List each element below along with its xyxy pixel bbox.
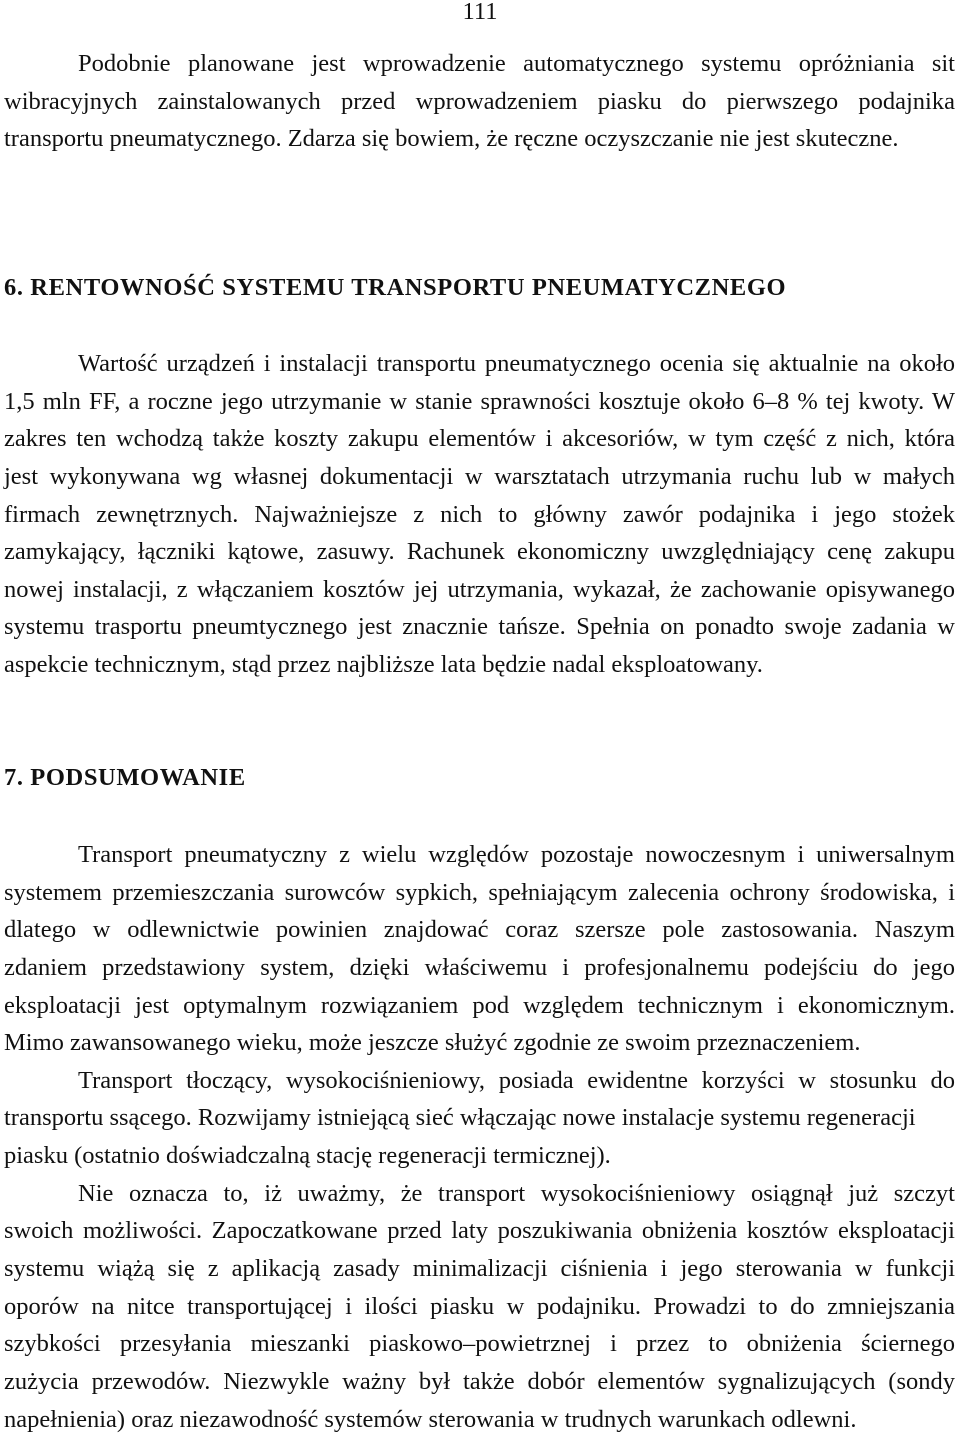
paragraph-line: nowej instalacji, z włączaniem kosztów jej utrzymania, wykazał, że zachowanie opisywanego [4,575,955,603]
paragraph-line: systemem przemieszczania surowców sypkich, spełniającym zalecenia ochrony środowiska, i [4,878,955,906]
paragraph-line: napełnienia) oraz niezawodność systemów sterowania w trudnych warunkach odlewni. [4,1405,857,1433]
paragraph-line: jest wykonywana wg własnej dokumentacji w warsztatach utrzymania ruchu lub w małych [4,462,955,490]
paragraph-line: transportu pneumatycznego. Zdarza się bowiem, że ręczne oczyszczanie nie jest skuteczne. [4,125,899,153]
paragraph-line: firmach zewnętrznych. Najważniejsze z nich to główny zawór podajnika i jego stożek [4,500,955,528]
paragraph-line: Wartość urządzeń i instalacji transportu pneumatycznego ocenia się aktualnie na około [78,349,955,377]
paragraph-line: transportu ssącego. Rozwijamy istniejącą sieć włączając nowe instalacje systemu regeneracji [4,1104,916,1132]
section-heading: 6. RENTOWNOŚĆ SYSTEMU TRANSPORTU PNEUMATYCZNEGO [4,273,787,301]
paragraph-line: 1,5 mln FF, a roczne jego utrzymanie w stanie sprawności kosztuje około 6–8 % tej kwoty. W [4,387,955,415]
page-number: 111 [462,0,498,25]
paragraph [4,41,955,154]
paragraph-line: zużycia przewodów. Niezwykle ważny był także dobór elementów sygnalizujących (sondy [4,1367,955,1395]
paragraph-line: Transport pneumatyczny z wielu względów pozostaje nowoczesnym i uniwersalnym [78,840,955,868]
paragraph-line: wibracyjnych zainstalowanych przed wprowadzeniem piasku do pierwszego podajnika [4,87,955,115]
paragraph-line: Podobnie planowane jest wprowadzenie automatycznego systemu opróżniania sit [78,49,955,77]
paragraph-line: Transport tłoczący, wysokociśnieniowy, posiada ewidentne korzyści w stosunku do [78,1066,955,1094]
paragraph-line: swoich możliwości. Zapoczatkowane przed laty poszukiwania obniżenia kosztów eksploatacji [4,1217,955,1245]
section-7-heading-block [4,755,955,793]
paragraph-line: zakres ten wchodzą także koszty zakupu elementów i akcesoriów, w tym część z nich, która [4,425,955,453]
paragraph-line: Mimo zawansowanego wieku, może jeszcze służyć zgodnie ze swoim przeznaczeniem. [4,1029,861,1057]
paragraph-line: szybkości przesyłania mieszanki piaskowo–powietrznej i przez to obniżenia ściernego [4,1330,955,1358]
section-6-heading-block [4,265,955,303]
paragraph [4,1058,955,1171]
section-7-body [4,832,955,1434]
paragraph-line: eksploatacji jest optymalnym rozwiązaniem pod względem technicznym i ekonomicznym. [4,991,955,1019]
paragraph-line: systemu wiążą się z aplikacją zasady minimalizacji ciśnienia i jego sterowania w funkcji [4,1255,955,1283]
paragraph-line: piasku (ostatnio doświadczalną stację regeneracji termicznej). [4,1142,611,1170]
paragraph-line: Nie oznacza to, iż uważmy, że transport wysokociśnieniowy osiągnął już szczyt [78,1179,955,1207]
section-heading: 7. PODSUMOWANIE [4,763,246,791]
paragraph-line: oporów na nitce transportującej i ilości piasku w podajniku. Prowadzi to do zmniejszania [4,1292,955,1320]
paragraph-line: zdaniem przedstawiony system, dzięki właściwemu i profesjonalnemu podejściu do jego [4,953,955,981]
paragraph-line: aspekcie technicznym, stąd przez najbliższe lata będzie nadal eksploatowany. [4,651,763,679]
paragraph-line: zamykający, łączniki kątowe, zasuwy. Rachunek ekonomiczny uwzględniający cenę zakupu [4,538,955,566]
paragraph [4,341,955,680]
paragraph [4,1171,955,1434]
intro-paragraph [4,41,955,154]
paragraph-line: dlatego w odlewnictwie powinien znajdować coraz szersze pole zastosowania. Naszym [4,916,955,944]
paragraph-line: systemu trasportu pneumtycznego jest znacznie tańsze. Spełnia on ponadto swoje zadania w [4,613,955,641]
paragraph [4,832,955,1058]
section-6-body [4,341,955,680]
